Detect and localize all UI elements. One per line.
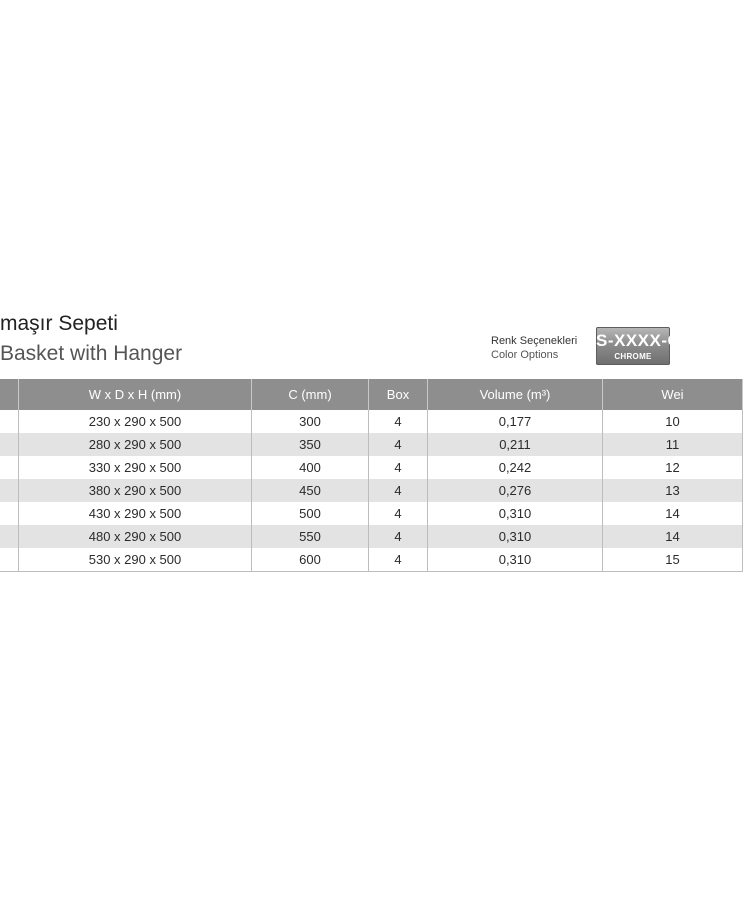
column-header-dimensions: W x D x H (mm) [19, 379, 252, 410]
product-spec-table [0, 379, 743, 572]
column-header-weight: Wei [603, 379, 743, 410]
cell-c: 550 [252, 525, 369, 548]
cell-dimensions: 230 x 290 x 500 [19, 410, 252, 433]
cell-volume: 0,211 [428, 433, 603, 456]
table-row [0, 525, 743, 548]
cell-dimensions: 330 x 290 x 500 [19, 456, 252, 479]
table-row [0, 456, 743, 479]
cell-c: 450 [252, 479, 369, 502]
swatch-name: CHROME [614, 352, 652, 361]
cell-c: 600 [252, 548, 369, 572]
cell-weight: 11 [603, 433, 743, 456]
cell-code [0, 456, 19, 479]
cell-box: 4 [369, 548, 428, 572]
cell-c: 400 [252, 456, 369, 479]
cell-dimensions: 530 x 290 x 500 [19, 548, 252, 572]
table-row [0, 433, 743, 456]
cell-code [0, 502, 19, 525]
cell-dimensions: 280 x 290 x 500 [19, 433, 252, 456]
cell-weight: 14 [603, 525, 743, 548]
column-header-box: Box [369, 379, 428, 410]
cell-weight: 10 [603, 410, 743, 433]
cell-c: 500 [252, 502, 369, 525]
cell-box: 4 [369, 502, 428, 525]
cell-volume: 0,310 [428, 502, 603, 525]
cell-code [0, 548, 19, 572]
cell-weight: 15 [603, 548, 743, 572]
product-title-tr: maşır Sepeti [0, 312, 118, 335]
column-header-code [0, 379, 19, 410]
table-row [0, 548, 743, 572]
cell-dimensions: 430 x 290 x 500 [19, 502, 252, 525]
cell-weight: 13 [603, 479, 743, 502]
color-options-label-en: Color Options [491, 349, 559, 361]
cell-volume: 0,177 [428, 410, 603, 433]
cell-code [0, 433, 19, 456]
product-title-en: Basket with Hanger [0, 342, 183, 365]
column-header-volume: Volume (m³) [428, 379, 603, 410]
cell-c: 300 [252, 410, 369, 433]
cell-weight: 12 [603, 456, 743, 479]
cell-code [0, 525, 19, 548]
cell-box: 4 [369, 410, 428, 433]
cell-volume: 0,310 [428, 548, 603, 572]
column-header-c: C (mm) [252, 379, 369, 410]
cell-box: 4 [369, 456, 428, 479]
cell-volume: 0,242 [428, 456, 603, 479]
color-options-label-tr: Renk Seçenekleri [491, 335, 578, 347]
cell-c: 350 [252, 433, 369, 456]
swatch-code: S-XXXX-C [596, 331, 681, 350]
cell-dimensions: 380 x 290 x 500 [19, 479, 252, 502]
table-row [0, 502, 743, 525]
table-row [0, 410, 743, 433]
table-row [0, 479, 743, 502]
cell-code [0, 479, 19, 502]
cell-code [0, 410, 19, 433]
cell-volume: 0,276 [428, 479, 603, 502]
chrome-color-swatch [596, 327, 681, 365]
table-header-row [0, 379, 743, 410]
cell-weight: 14 [603, 502, 743, 525]
cell-box: 4 [369, 479, 428, 502]
cell-volume: 0,310 [428, 525, 603, 548]
cell-box: 4 [369, 433, 428, 456]
cell-box: 4 [369, 525, 428, 548]
cell-dimensions: 480 x 290 x 500 [19, 525, 252, 548]
